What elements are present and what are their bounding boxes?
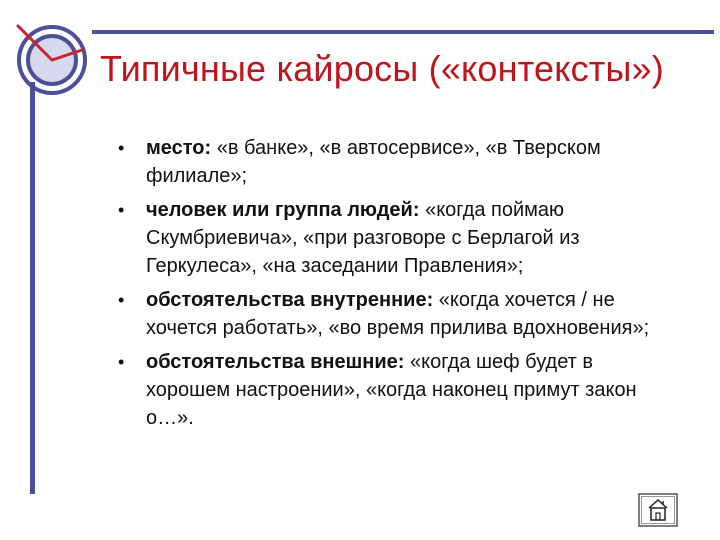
list-item [118,348,658,432]
list-item [118,286,658,342]
bullet-dot: • [118,290,125,310]
list-item [118,196,658,280]
bullet-label: место: [146,137,212,159]
bullet-label: обстоятельства внешние: [146,351,405,373]
bullet-label: обстоятельства внутренние: [146,289,434,311]
page-title: Типичные кайросы («контексты») [100,48,664,89]
list-item [118,134,658,190]
home-button[interactable] [638,493,678,527]
bullet-label: человек или группа людей: [146,199,420,221]
bullet-text: «когда хочется / не хочется работать», «во время прилива вдохновения»; [146,289,650,339]
bullet-dot: • [118,138,125,158]
bullet-dot: • [118,352,125,372]
bullet-text: «в банке», «в автосервисе», «в Тверском филиале»; [146,137,601,187]
clock-icon [12,20,92,100]
left-rule [30,82,35,494]
bullet-dot: • [118,200,125,220]
top-rule [92,30,714,34]
bullet-list [118,134,658,438]
bullet-text: «когда поймаю Скумбриевича», «при разговоре с Берлагой из Геркулеса», «на заседании Правления»; [146,199,580,277]
home-icon [638,493,678,527]
bullet-text: «когда шеф будет в хорошем настроении», «когда наконец примут закон о…». [146,351,637,429]
